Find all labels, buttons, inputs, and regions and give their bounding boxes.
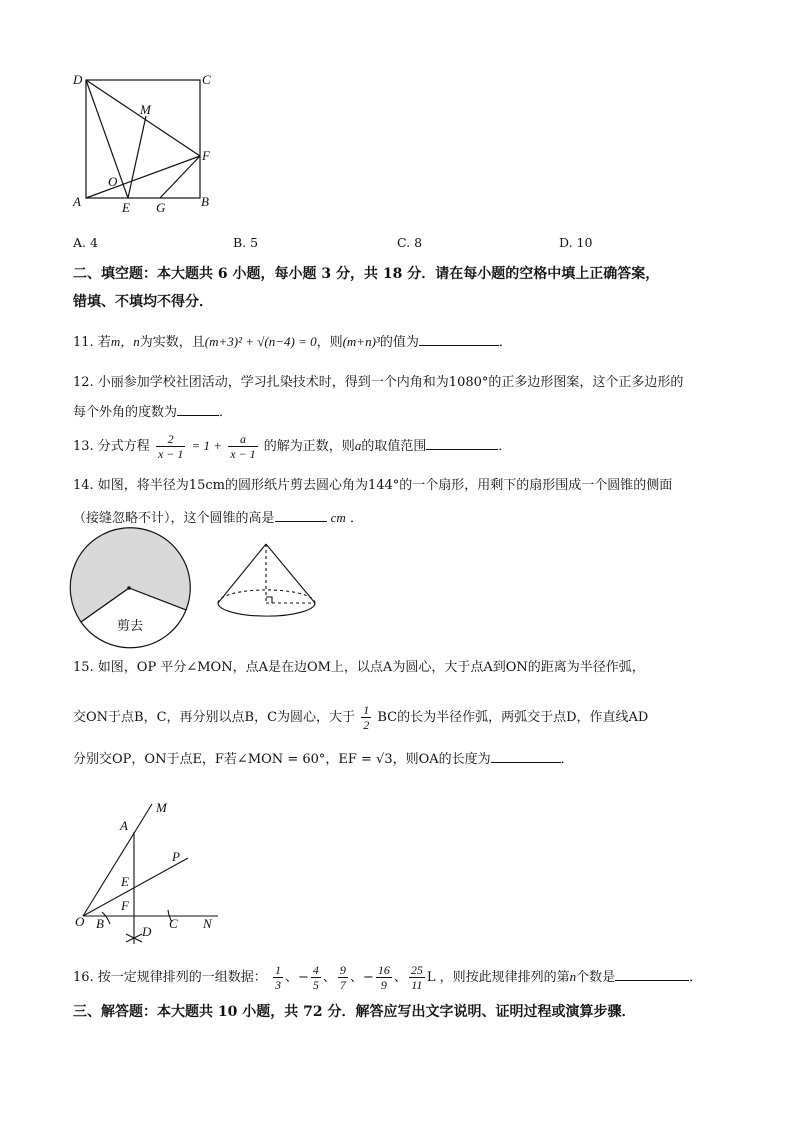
- q16-text1: 16. 按一定规律排列的一组数据：: [73, 970, 267, 985]
- q15-fraction: $\frac{1}{2}$: [363, 703, 370, 732]
- circle-cut-figure: [68, 526, 192, 652]
- q11-text1: 若: [97, 335, 111, 350]
- q14-answer-blank[interactable]: [275, 509, 327, 522]
- question-13: [73, 428, 511, 465]
- label-F: F: [202, 148, 210, 163]
- label-A: A: [73, 194, 81, 209]
- angle-label-M: M: [156, 800, 167, 815]
- angle-figure: [68, 798, 228, 946]
- q14-end: ．: [349, 511, 363, 526]
- q16-ellipsis: L: [426, 970, 436, 985]
- choice-c: C. 8: [397, 235, 423, 250]
- q15-line3a: 分别交OP，ON于点E，F若∠MON = 60°，EF = √3，则OA的长度为: [73, 752, 491, 767]
- q13-text2: 的解为正数，则: [263, 439, 355, 454]
- q13-text3: 的取值范围: [361, 439, 427, 454]
- q11-text2: 为实数，且: [139, 335, 205, 350]
- section-2-heading-line2: 错填、不填均不得分．: [73, 294, 213, 310]
- angle-label-B: B: [96, 916, 104, 931]
- question-11: [73, 332, 512, 353]
- q14-unit: cm: [330, 510, 346, 525]
- section-2-heading: [73, 260, 659, 316]
- label-G: G: [156, 200, 166, 215]
- cut-label: 剪去: [117, 619, 144, 634]
- choice-d: D. 10: [559, 235, 593, 250]
- q12-line1: 12. 小丽参加学校社团活动，学习扎染技术时，得到一个内角和为1080°的正多边形图案，这个正多边形的: [73, 375, 684, 390]
- q16-fraction-3: $\frac{9}{7}$: [339, 963, 346, 992]
- label-D: D: [73, 72, 83, 87]
- q13-answer-blank[interactable]: [426, 437, 498, 450]
- angle-label-E: E: [121, 874, 129, 889]
- label-B: B: [201, 194, 209, 209]
- q11-text3: ，则: [316, 335, 343, 350]
- q12-answer-blank[interactable]: [177, 403, 219, 416]
- q11-equation: (m+3)² + √(n−4) = 0: [204, 334, 317, 349]
- q16-fraction-5: $\frac{25}{11}$: [410, 963, 423, 992]
- q12-end: ．: [219, 405, 233, 420]
- q13-var: a: [354, 438, 362, 453]
- choice-b: B. 5: [233, 235, 259, 250]
- angle-label-D: D: [142, 924, 152, 939]
- q16-sep-1: 、: [284, 970, 298, 985]
- q13-fraction-2: $\frac{a}{x - 1}$: [230, 432, 256, 461]
- q16-sep-4: 、: [393, 970, 407, 985]
- angle-label-A: A: [120, 818, 128, 833]
- q16-var: n: [569, 969, 577, 984]
- q15-end: ．: [560, 752, 574, 767]
- q15-answer-blank[interactable]: [491, 750, 561, 763]
- angle-label-N: N: [203, 916, 212, 931]
- q16-end: ．: [689, 970, 703, 985]
- label-C: C: [202, 72, 211, 87]
- q11-end: ．: [498, 335, 512, 350]
- square-figure: [68, 68, 228, 218]
- q13-end: ．: [498, 439, 512, 454]
- q14-line1: 14. 如图，将半径为15cm的圆形纸片剪去圆心角为144°的一个扇形，用剩下的扇形围成一个圆锥的侧面: [73, 478, 673, 493]
- q16-fraction-2: $\frac{4}{5}$: [312, 963, 319, 992]
- q16-sign-2: −: [297, 970, 309, 985]
- label-O: O: [108, 174, 118, 189]
- section-2-heading-line1: 二、填空题：本大题共 6 小题，每小题 3 分，共 18 分．请在每小题的空格中填上正确答案，: [73, 266, 660, 282]
- q11-vars: m，n: [110, 334, 140, 349]
- angle-label-O: O: [75, 914, 85, 929]
- q16-text3: 个数是: [576, 970, 616, 985]
- q16-text2: ，则按此规律排列的第: [439, 970, 570, 985]
- q11-answer-blank[interactable]: [419, 333, 499, 346]
- label-E: E: [122, 200, 130, 215]
- angle-label-C: C: [169, 916, 178, 931]
- q16-fraction-1: $\frac{1}{3}$: [274, 963, 281, 992]
- q16-sep-2: 、: [322, 970, 336, 985]
- angle-label-P: P: [172, 849, 180, 864]
- choice-a: A. 4: [73, 235, 98, 250]
- q11-expression: (m+n)³: [342, 334, 380, 349]
- q15-line2b: BC的长为半径作弧，两弧交于点D，作直线AD: [377, 710, 649, 725]
- question-12: [73, 368, 683, 428]
- q13-text1: 13. 分式方程: [73, 439, 150, 454]
- label-M: M: [140, 102, 151, 117]
- q11-number: 11.: [73, 335, 94, 350]
- q13-mid: = 1 +: [191, 438, 223, 453]
- q16-sign-4: −: [362, 970, 374, 985]
- q16-fraction-4: $\frac{16}{9}$: [377, 963, 390, 992]
- q14-line2: （接缝忽略不计），这个圆锥的高是: [73, 511, 275, 526]
- q13-fraction-1: $\frac{2}{x - 1}$: [157, 432, 184, 461]
- q16-answer-blank[interactable]: [615, 968, 689, 981]
- q12-line2: 每个外角的度数为: [73, 405, 178, 420]
- question-15: [73, 656, 648, 772]
- angle-label-F: F: [121, 898, 129, 913]
- q11-text4: 的值为: [379, 335, 419, 350]
- q15-line1: 15. 如图，OP 平分∠MON，点A是在边OM上，以点A为圆心，大于点A到ON的距离为半径作弧，: [73, 660, 645, 675]
- question-16: [73, 958, 702, 997]
- q15-line2a: 交ON于点B，C，再分别以点B，C为圆心，大于: [73, 710, 356, 725]
- cone-figure: [212, 540, 322, 630]
- section-3-heading: 三、解答题：本大题共 10 小题，共 72 分．解答应写出文字说明、证明过程或演算步骤．: [73, 1004, 636, 1020]
- q16-sep-3: 、: [349, 970, 363, 985]
